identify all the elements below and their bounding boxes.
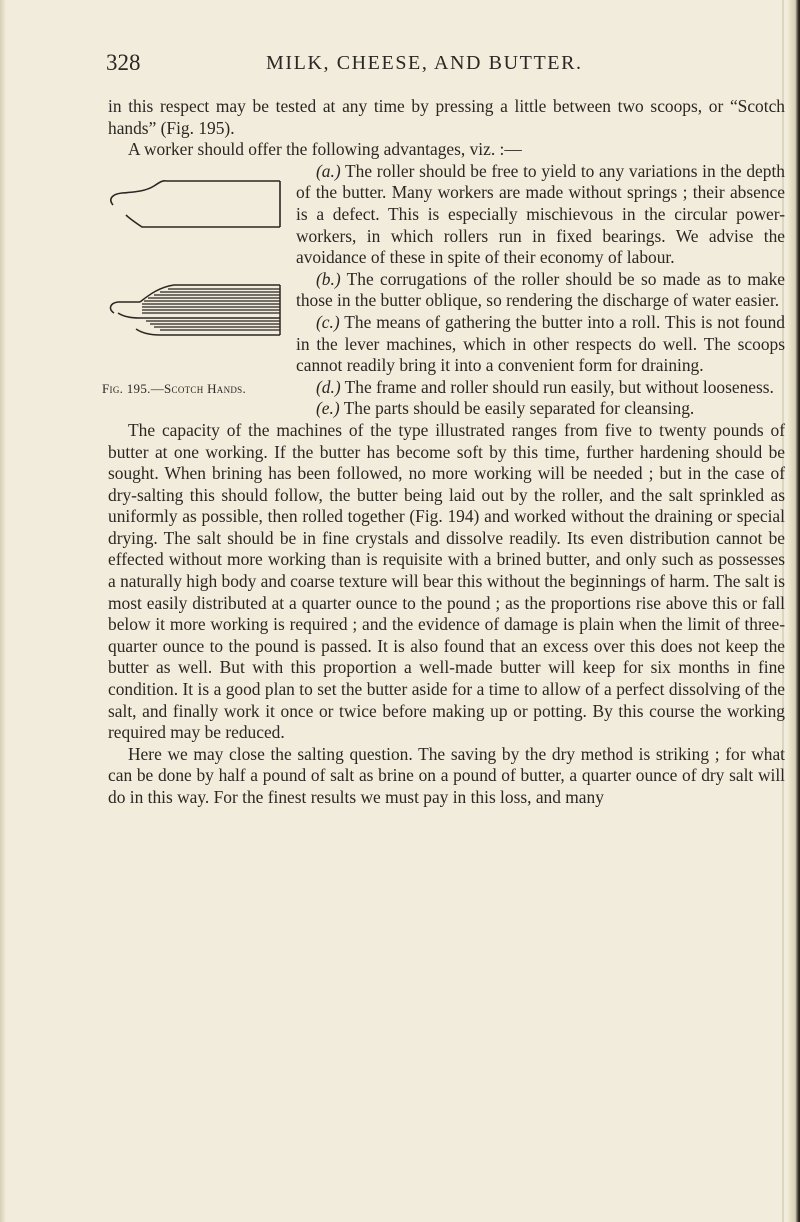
figure-caption: [102, 378, 246, 400]
figure-title: Scotch Hands.: [164, 380, 247, 396]
item-c-label: (c.): [316, 311, 340, 332]
item-b-label: (b.): [316, 268, 341, 289]
item-a-text: The roller should be free to yield to any variations in the depth of the butter. Many workers are made without springs ; their absence is a defect. This is especially mischievous in the circular power-workers, in which rollers run in fixed bearings. We advise the avoidance of these in spite of their economy of labour.: [296, 160, 785, 268]
figure-caption-dash: —: [150, 380, 164, 396]
item-d-label: (d.): [316, 376, 341, 397]
item-c-text: The means of gathering the butter into a roll. This is not found in the lever machines, which in other respects do well. The scoops cannot readily bring it into a convenient form for draining.: [296, 311, 785, 376]
figure-label: Fig. 195.: [102, 380, 151, 396]
item-d-text: The frame and roller should run easily, but without looseness.: [340, 376, 774, 397]
figure-scotch-hands: [102, 161, 288, 411]
scotch-hands-illustration: [102, 161, 288, 376]
book-spine-shadow: [788, 0, 800, 1222]
page-left-edge: [0, 0, 6, 1222]
running-title: MILK, CHEESE, AND BUTTER.: [266, 52, 583, 74]
paragraph-continuation: in this respect may be tested at any time by pressing a little between two scoops, or “Scotch hands” (Fig. 195).: [108, 96, 785, 138]
item-e-label: (e.): [316, 398, 340, 419]
item-a-label: (a.): [316, 160, 341, 181]
paragraph-advantages-intro: A worker should offer the following advantages, viz. :—: [128, 139, 522, 160]
paragraph-salting: Here we may close the salting question. The saving by the dry method is striking ; for what can be done by half a pound of salt as brine on a pound of butter, a quarter ounce of dry salt will do in this way. For the finest results we must pay in this loss, and many: [108, 743, 785, 807]
body-text: [102, 96, 785, 809]
paragraph-capacity: The capacity of the machines of the type illustrated ranges from five to twenty pounds of butter at one working. If the butter has become soft by this time, further hardening should be sought. When brining has been followed, no more working will be needed ; but in the case of dry-salting this should follow, the butter being laid out by the roller, and the salt sprinkled as uniformly as possible, then rolled together (Fig. 194) and worked without the draining or special drying. The salt should be in fine crystals and dissolve readily. Its even distribution cannot be effected without more working than is requisite with a brined butter, and only such as possesses a naturally high body and coarse texture will bear this without the beginnings of harm. The salt is most easily distributed at a quarter ounce to the pound ; as the proportions rise above this or fall below it more working is required ; and the evidence of damage is plain when the limit of three-quarter ounce to the pound is passed. It is also found that an excess over this does not keep the butter as well. But with this proportion a well-made butter will keep for six months in fine condition. It is a good plan to set the butter aside for a time to allow of a perfect dissolving of the salt, and finally work it once or twice before making up or potting. By this course the working required may be reduced.: [108, 419, 785, 743]
item-b-text: The corrugations of the roller should be so made as to make those in the butter oblique, so rendering the discharge of water easier.: [296, 268, 785, 311]
page-header: [106, 50, 786, 80]
page-number: 328: [106, 50, 141, 75]
item-e-text: The parts should be easily separated for cleansing.: [339, 398, 695, 419]
